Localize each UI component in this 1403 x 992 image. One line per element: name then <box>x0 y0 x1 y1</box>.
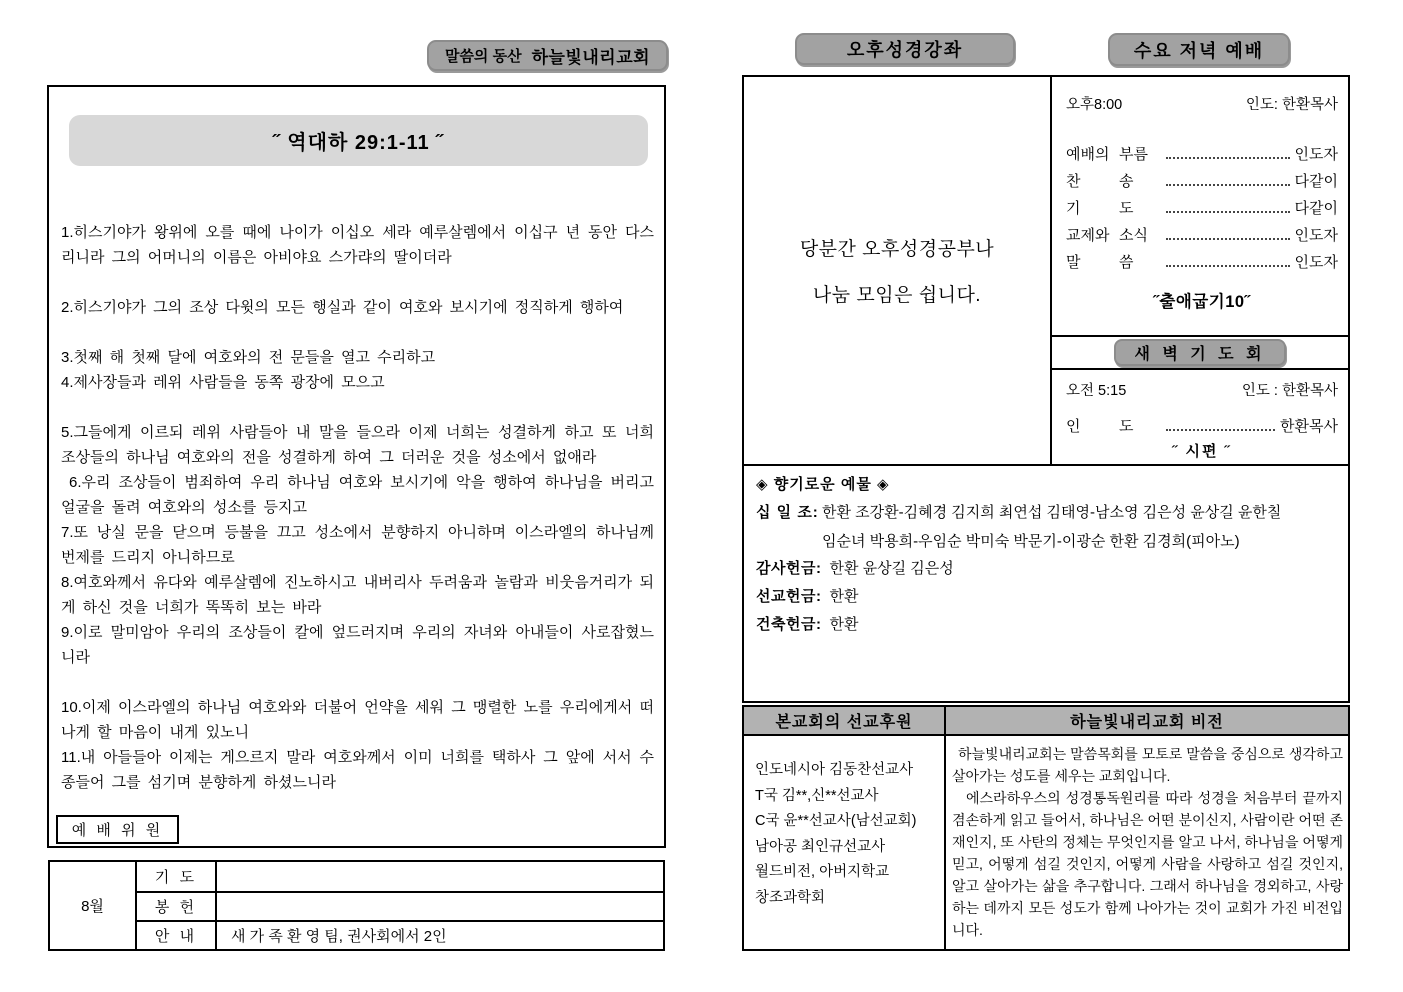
service-header <box>1066 93 1338 114</box>
order-value: 인도자 <box>1294 227 1338 244</box>
verse-10: 10.이제 이스라엘의 하나님 여호와와 더불어 언약을 세워 그 맹렬한 노를 우리에게서 떠나게 할 마음이 내게 있노니 <box>61 699 654 741</box>
mission-support-list <box>744 736 946 949</box>
dawn-prayer-header-row <box>1052 335 1348 370</box>
service-time: 오후8:00 <box>1066 97 1123 113</box>
offering-row <box>756 559 1336 579</box>
mission-list-item: 인도네시아 김동찬선교사 <box>755 762 914 778</box>
scripture-paragraph <box>61 695 654 795</box>
dawn-scripture-title: ˝ 시편 ˝ <box>1172 443 1232 460</box>
offerings-title: ◈ 향기로운 예물 ◈ <box>756 476 890 493</box>
verse-11: 11.내 아들들아 이제는 게으르지 말라 여호와께서 이미 너희를 택하사 그 앞에 서서 수종들어 그를 섬기며 분향하게 하셨느니라 <box>61 749 654 791</box>
offering-value: 한환 <box>829 588 859 605</box>
offering-row <box>756 587 1336 607</box>
order-label: 말 <box>1066 254 1081 271</box>
scripture-page-box <box>47 85 666 848</box>
notice-line: 당분간 오후성경공부나 <box>799 239 995 260</box>
month-cell: 8월 <box>50 862 137 949</box>
wednesday-service-order <box>1052 77 1348 335</box>
dawn-leader: 인도 : 한환목사 <box>1241 383 1338 399</box>
badge-motto: 말씀의 동산 <box>444 48 522 65</box>
order-value: 인도자 <box>1294 146 1338 163</box>
order-value: 인도자 <box>1294 254 1338 271</box>
order-label: 인 <box>1066 418 1081 435</box>
order-label: 예배의 <box>1066 146 1110 163</box>
scripture-paragraph <box>61 220 654 270</box>
vision-paragraph: 하늘빛내리교회는 말씀목회를 모토로 말씀을 중심으로 생각하고 살아가는 성도를 세우는 교회입니다. <box>952 746 1343 784</box>
order-label: 씀 <box>1119 254 1134 271</box>
offering-label: 감사헌금: <box>756 560 822 577</box>
service-leader: 인도: 한환목사 <box>1245 97 1338 113</box>
order-label: 소식 <box>1119 227 1148 244</box>
verse-2: 2.히스기야가 그의 조상 다윗의 모든 행실과 같이 여호와 보시기에 정직하게 행하여 <box>61 299 624 316</box>
vision-paragraph: 에스라하우스의 성경통독원리를 따라 성경을 처음부터 끝까지 겸손하게 읽고 들어서, 하나님은 어떤 분이신지, 사람이란 어떤 존재인지, 또 사탄의 정체는 무엇인지를 알고 나서, 하나님을 어떻게 믿고, 어떻게 섬길 것인지, 어떻게 사람을 사랑하고 섬길 것인지, 알고 살아가는 삶을 추구합니다. 그래서 하나님을 경외하고, 사랑하는 데까지 모든 성도가 함께 나아가는 것이 교회가 가진 비전입니다. <box>952 790 1343 938</box>
dawn-prayer-badge: 새 벽 기 도 회 <box>1114 339 1286 366</box>
mission-support-header: 본교회의 선교후원 <box>744 707 946 736</box>
committee-row-label: 봉 헌 <box>137 891 217 920</box>
tithe-label: 십 일 조: <box>756 504 819 521</box>
dotted-leader <box>1166 420 1275 431</box>
order-label: 기 <box>1066 200 1081 217</box>
tithe-names-line2: 임순녀 박용희-우임순 박미숙 박문기-이광순 한환 김경희(피아노) <box>822 533 1240 550</box>
scripture-title-banner: ˝ 역대하 29:1-11 ˝ <box>69 115 648 166</box>
committee-row-value <box>217 862 663 891</box>
dotted-leader <box>1166 256 1290 267</box>
order-label: 교제와 <box>1066 227 1110 244</box>
verse-3: 3.첫째 해 첫째 달에 여호와의 전 문들을 열고 수리하고 <box>61 349 436 366</box>
mission-vision-table <box>742 705 1350 951</box>
sermon-title: ˝출애굽기10˝ <box>1153 293 1251 311</box>
scripture-paragraph <box>61 420 662 670</box>
badge-church-name: 하늘빛내리교회 <box>531 48 651 67</box>
order-label: 송 <box>1119 173 1134 190</box>
dawn-header <box>1066 379 1338 400</box>
wednesday-service-badge: 수요 저녁 예배 <box>1108 33 1290 66</box>
worship-committee-table <box>48 860 665 951</box>
church-name-badge <box>427 40 668 71</box>
order-label: 부름 <box>1119 146 1148 163</box>
order-label: 도 <box>1119 418 1134 435</box>
mission-list-item: C국 윤**선교사(남선교회) <box>755 813 917 829</box>
worship-committee-title: 예 배 위 원 <box>71 822 164 839</box>
service-order-box <box>742 75 1350 466</box>
offering-label: 건축헌금: <box>756 616 822 633</box>
offering-row <box>756 615 1336 635</box>
committee-row-label: 기 도 <box>137 862 217 891</box>
mission-list-item: 남아공 최인규선교사 <box>755 838 886 855</box>
order-row <box>1066 221 1338 248</box>
offerings-box <box>742 465 1350 703</box>
vision-text <box>946 736 1348 949</box>
dawn-time: 오전 5:15 <box>1066 383 1127 399</box>
wednesday-service-column <box>1052 77 1348 464</box>
mission-list-item: 창조과학회 <box>755 889 826 906</box>
scripture-paragraph <box>61 345 654 395</box>
order-value: 한환목사 <box>1280 418 1338 435</box>
worship-committee-title-box <box>56 815 179 844</box>
dawn-prayer-section <box>1052 370 1348 464</box>
verse-5: 5.그들에게 이르되 레위 사람들아 내 말을 들으라 이제 너희는 성결하게 하고 또 너희 조상들의 하나님 여호와의 전을 성결하게 하여 그 더러운 것을 성소에서 없애라 <box>61 424 662 466</box>
offering-value: 한환 윤상길 김은성 <box>829 560 954 577</box>
dotted-leader <box>1166 148 1290 159</box>
order-row <box>1066 194 1338 221</box>
committee-row-value: 새 가 족 환 영 팀, 권사회에서 2인 <box>217 920 663 949</box>
dotted-leader <box>1166 229 1290 240</box>
scripture-text <box>61 220 662 795</box>
order-row <box>1066 167 1338 194</box>
order-value: 다같이 <box>1294 173 1338 190</box>
verse-8: 8.여호와께서 유다와 예루살렘에 진노하시고 내버리사 두려움과 놀람과 비웃음거리가 되게 하신 것을 너희가 똑똑히 보는 바라 <box>61 574 654 616</box>
order-label: 도 <box>1119 200 1134 217</box>
tithe-names-line1: 한환 조강환-김혜경 김지희 최연섭 김태영-남소영 김은성 윤상길 윤한칠 <box>822 504 1282 521</box>
afternoon-lecture-badge: 오후성경강좌 <box>795 33 1015 65</box>
dotted-leader <box>1166 202 1290 213</box>
order-row <box>1066 412 1338 439</box>
dawn-order-list <box>1066 412 1338 439</box>
offering-label: 선교헌금: <box>756 588 822 605</box>
committee-row-value <box>217 891 663 920</box>
scripture-paragraph <box>61 295 654 320</box>
verse-6: 6.우리 조상들이 범죄하여 우리 하나님 여호와 보시기에 악을 행하여 하나님을 버리고 얼굴을 돌려 여호와의 성소를 등지고 <box>61 474 662 516</box>
verse-1: 1.히스기야가 왕위에 오를 때에 나이가 이십오 세라 예루살렘에서 이십구 년 동안 다스리니라 그의 어머니의 이름은 아비야요 스가랴의 딸이더라 <box>61 224 654 266</box>
committee-row-label: 안 내 <box>137 920 217 949</box>
verse-4: 4.제사장들과 레위 사람들을 동쪽 광장에 모으고 <box>61 374 385 391</box>
vision-header: 하늘빛내리교회 비전 <box>946 707 1348 736</box>
dotted-leader <box>1166 175 1290 186</box>
offering-value: 한환 <box>829 616 859 633</box>
order-value: 다같이 <box>1294 200 1338 217</box>
order-label: 찬 <box>1066 173 1081 190</box>
order-list <box>1066 140 1338 275</box>
order-row <box>1066 248 1338 275</box>
mission-list-item: T국 김**,신**선교사 <box>755 787 879 804</box>
verse-7: 7.또 낭실 문을 닫으며 등불을 끄고 성소에서 분향하지 아니하며 이스라엘의 하나님께 번제를 드리지 아니하므로 <box>61 524 662 566</box>
tithe-row <box>756 503 1336 523</box>
verse-9: 9.이로 말미암아 우리의 조상들이 칼에 엎드러지며 우리의 자녀와 아내들이 사로잡혔느니라 <box>61 624 654 666</box>
afternoon-notice <box>744 77 1052 464</box>
order-row <box>1066 140 1338 167</box>
notice-line: 나눔 모임은 쉽니다. <box>812 285 982 306</box>
mission-list-item: 월드비전, 아버지학교 <box>755 864 890 880</box>
